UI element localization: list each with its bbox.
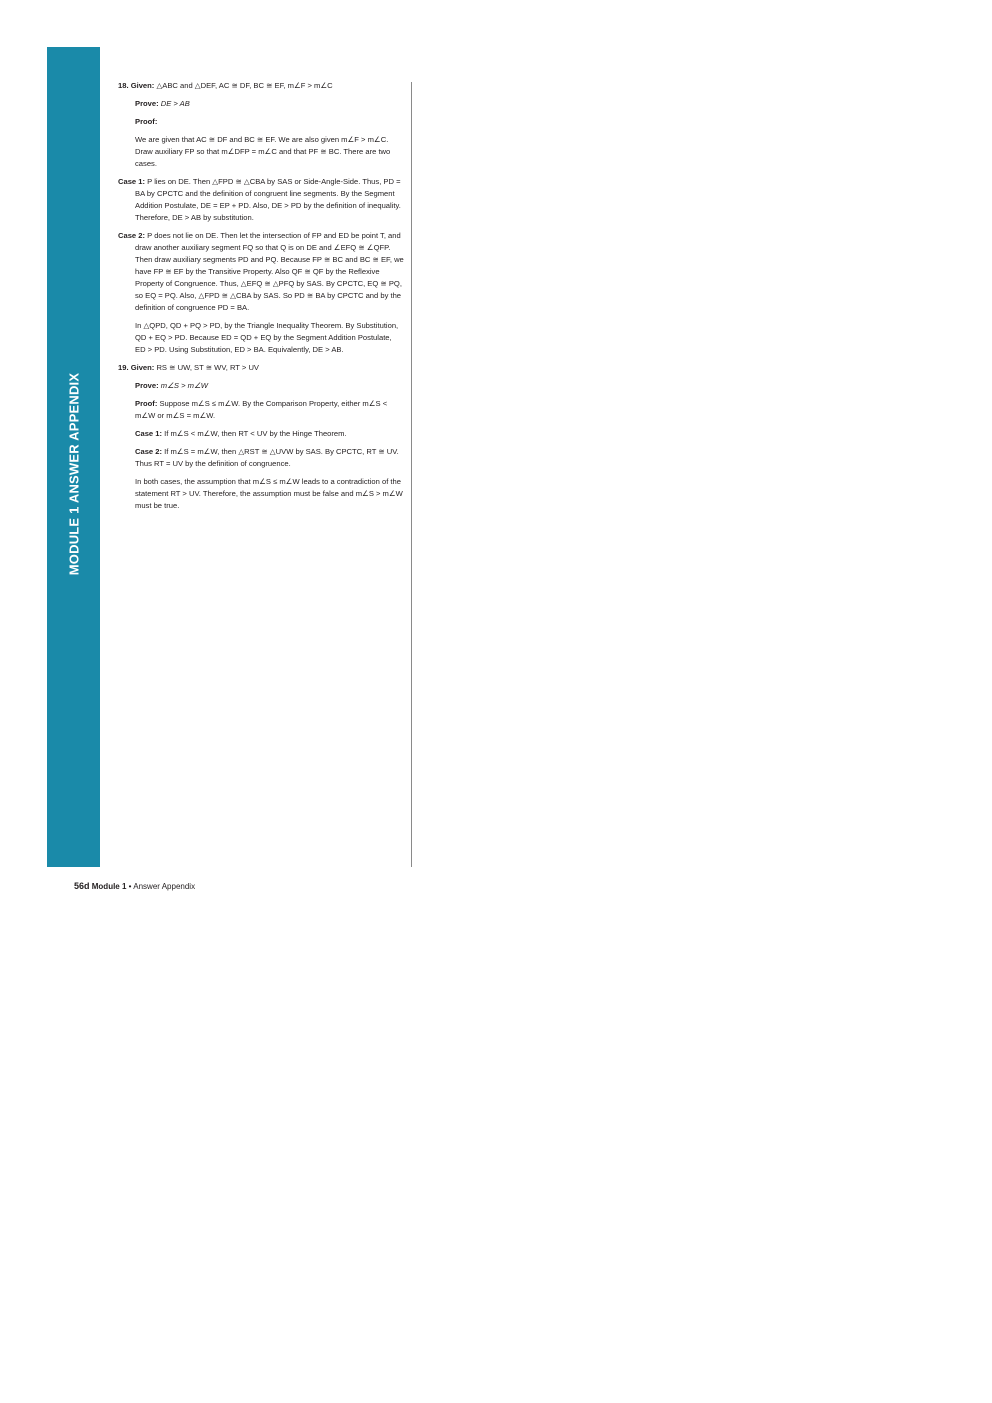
- q18-case1: [118, 176, 404, 224]
- q19-case2: [118, 446, 404, 470]
- page-footer: [74, 881, 195, 891]
- case2-label: Case 2:: [135, 447, 163, 456]
- footer-separator: •: [128, 882, 132, 891]
- q18-intro: We are given that AC ≅ DF and BC ≅ EF. We are also given m∠F > m∠C. Draw auxiliary FP so that m∠DFP = m∠C and that PF ≅ BC. There are two cases.: [135, 135, 391, 168]
- q19-given: [118, 362, 404, 374]
- footer-module: Module 1: [91, 882, 127, 891]
- q18-prove: [118, 98, 404, 110]
- case1-label: Case 1:: [118, 177, 146, 186]
- q19-proof-text: Suppose m∠S ≤ m∠W. By the Comparison Property, either m∠S < m∠W or m∠S = m∠W.: [135, 399, 388, 420]
- q18-case2-text: P does not lie on DE. Then let the intersection of FP and ED be point T, and draw another auxiliary segment FQ so that Q is on DE and ∠EFQ ≅ ∠QFP. Then draw auxiliary segments PD and PQ. Because FP ≅ BC and BC ≅ EF, we have FP ≅ EF by the Transitive Property. Also QF ≅ QF by the Reflexive Property of Congruence. Thus, △EFQ ≅ △PFQ by SAS. By CPCTC, EQ ≅ PQ, so EQ = PQ. Also, △FPD ≅ △CBA by SAS. So PD ≅ BA by CPCTC and by the definition of congruence PD = BA.: [135, 231, 404, 312]
- q18-case2: [118, 230, 404, 314]
- q19-case1: [118, 428, 404, 440]
- q19-proof: [118, 398, 404, 422]
- q18-number: 18.: [118, 81, 129, 90]
- q19-prove-text: m∠S > m∠W: [160, 381, 208, 390]
- proof-label: Proof:: [135, 399, 158, 408]
- q18-case1-text: P lies on DE. Then △FPD ≅ △CBA by SAS or Side-Angle-Side. Thus, PD = BA by CPCTC and the definition of congruent line segments. By the Segment Addition Postulate, DE = EP + PD. Also, DE > PD by the definition of inequality. Therefore, DE > AB by substitution.: [135, 177, 401, 222]
- q18-prove-text: DE > AB: [160, 99, 190, 108]
- answer-content: [118, 80, 404, 518]
- q18-given-text: △ABC and △DEF, AC ≅ DF, BC ≅ EF, m∠F > m∠C: [156, 81, 333, 90]
- prove-label: Prove:: [135, 381, 159, 390]
- q19-given-text: RS ≅ UW, ST ≅ WV, RT > UV: [156, 363, 259, 372]
- column-divider: [411, 82, 412, 867]
- q19-case1-text: If m∠S < m∠W, then RT < UV by the Hinge Theorem.: [164, 429, 347, 438]
- q19-number: 19.: [118, 363, 129, 372]
- q19-case2-text: If m∠S = m∠W, then △RST ≅ △UVW by SAS. By CPCTC, RT ≅ UV. Thus RT = UV by the definition of congruence.: [135, 447, 399, 468]
- given-label: Given:: [130, 363, 155, 372]
- q19-conclusion: In both cases, the assumption that m∠S ≤ m∠W leads to a contradiction of the statement RT > UV. Therefore, the assumption must be false and m∠S > m∠W must be true.: [135, 477, 403, 510]
- case1-label: Case 1:: [135, 429, 163, 438]
- proof-label: Proof:: [135, 117, 158, 126]
- given-label: Given:: [130, 81, 155, 90]
- sidebar-title: MODULE 1 ANSWER APPENDIX: [66, 372, 82, 576]
- footer-section: Answer Appendix: [133, 882, 196, 891]
- q18-proof-label: [118, 116, 404, 128]
- page-number: 56d: [74, 881, 90, 891]
- q18-conclusion: In △QPD, QD + PQ > PD, by the Triangle Inequality Theorem. By Substitution, QD + EQ > PD. Because ED = QD + EQ by the Segment Addition Postulate, ED > PD. Using Substitution, ED > BA. Equivalently, DE > AB.: [135, 321, 399, 354]
- q18-given: [118, 80, 404, 92]
- prove-label: Prove:: [135, 99, 159, 108]
- q19-prove: [118, 380, 404, 392]
- case2-label: Case 2:: [118, 231, 146, 240]
